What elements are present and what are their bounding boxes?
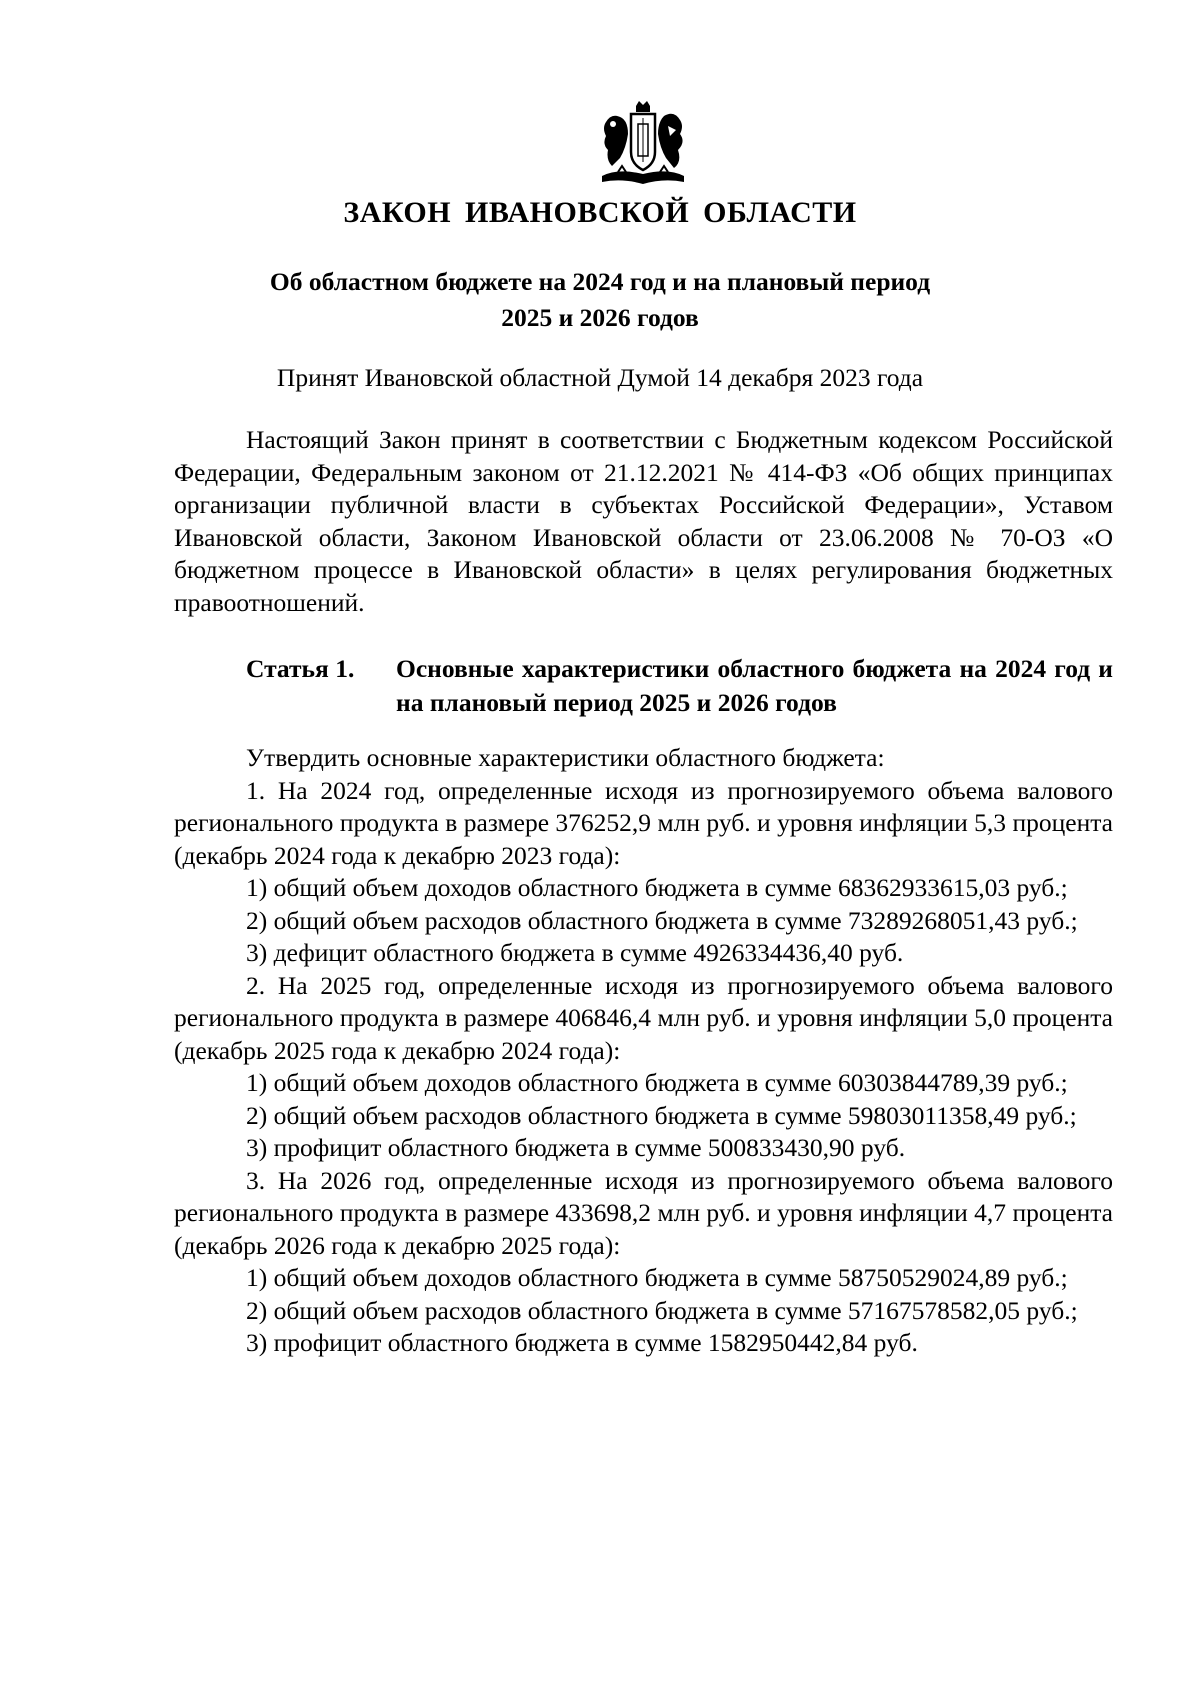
document-subtitle <box>0 264 1200 336</box>
article-paragraph: 3) профицит областного бюджета в сумме 500833430,90 руб. <box>246 1133 906 1162</box>
document-title: ЗАКОН ИВАНОВСКОЙ ОБЛАСТИ <box>343 196 857 229</box>
article-paragraph: 3) дефицит областного бюджета в сумме 4926334436,40 руб. <box>246 938 904 967</box>
article-paragraph: 3. На 2026 год, определенные исходя из прогнозируемого объема валового регионального продукта в размере 433698,2 млн руб. и уровня инфляции 4,7 процента (декабрь 2026 года к декабрю 2025 года): <box>174 1165 1113 1260</box>
article-paragraph: 2) общий объем расходов областного бюджета в сумме 73289268051,43 руб.; <box>246 905 1078 935</box>
subtitle-line: Об областном бюджете на 2024 год и на плановый период <box>269 267 931 296</box>
preamble-paragraph: Настоящий Закон принят в соответствии с Бюджетным кодексом Российской Федерации, Федеральным законом от 21.12.2021 № 414-ФЗ «Об общих принципах организации публичной власти в субъектах Российской Федерации», Уставом Ивановской области, Законом Ивановской области от 23.06.2008 № 70-ОЗ «О бюджетном процессе в Ивановской области» в целях регулирования бюджетных правоотношений. <box>174 425 1113 617</box>
adoption-statement: Принят Ивановской областной Думой 14 декабря 2023 года <box>276 363 924 392</box>
article-paragraph: 2. На 2025 год, определенные исходя из прогнозируемого объема валового регионального продукта в размере 406846,4 млн руб. и уровня инфляции 5,0 процента (декабрь 2025 года к декабрю 2024 года): <box>174 970 1113 1065</box>
subtitle-line: 2025 и 2026 годов <box>501 303 699 332</box>
article-paragraph: 1. На 2024 год, определенные исходя из прогнозируемого объема валового регионального продукта в размере 376252,9 млн руб. и уровня инфляции 5,3 процента (декабрь 2024 года к декабрю 2023 года): <box>174 775 1113 870</box>
article-content <box>174 742 1113 1360</box>
article-paragraph: 1) общий объем доходов областного бюджета в сумме 58750529024,89 руб.; <box>246 1263 1068 1292</box>
article-number: Статья 1. <box>246 654 355 683</box>
article-paragraph: 2) общий объем расходов областного бюджета в сумме 57167578582,05 руб.; <box>246 1295 1078 1325</box>
article-title: Основные характеристики областного бюджета на 2024 год и на плановый период 2025 и 2026 годов <box>396 654 1113 717</box>
article-paragraph: 2) общий объем расходов областного бюджета в сумме 59803011358,49 руб.; <box>246 1100 1077 1130</box>
article-intro: Утвердить основные характеристики областного бюджета: <box>246 743 885 772</box>
article-paragraph: 1) общий объем доходов областного бюджета в сумме 68362933615,03 руб.; <box>246 873 1068 902</box>
article-heading <box>246 652 1113 720</box>
coat-of-arms-emblem <box>598 100 688 186</box>
article-paragraph: 3) профицит областного бюджета в сумме 1582950442,84 руб. <box>246 1328 918 1357</box>
article-paragraph: 1) общий объем доходов областного бюджета в сумме 60303844789,39 руб.; <box>246 1068 1068 1097</box>
